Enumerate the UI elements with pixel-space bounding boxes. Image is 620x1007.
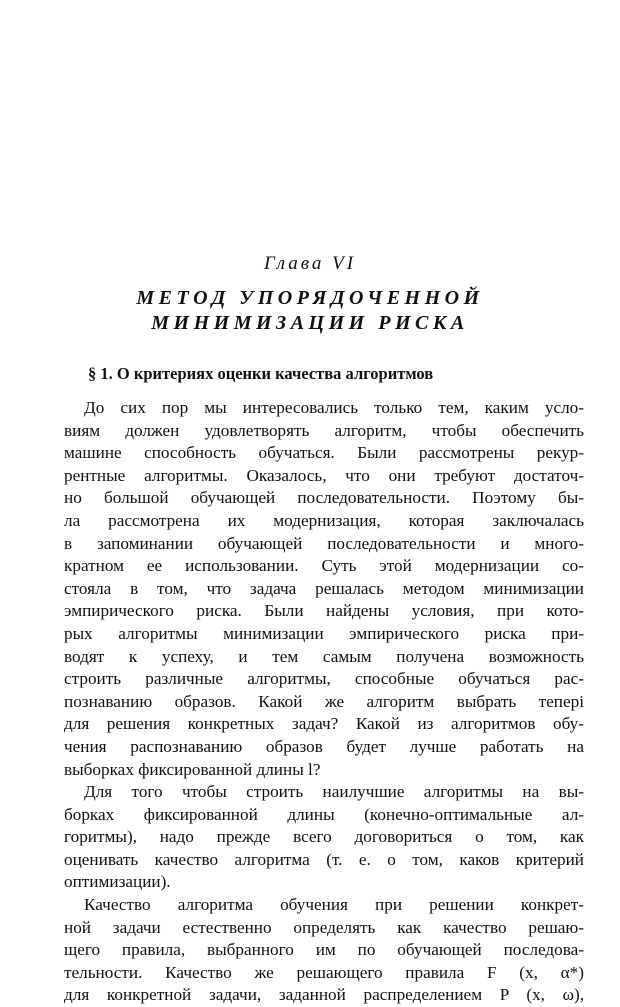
text-line: ла рассмотрена их модернизация, которая заключалась: [64, 510, 584, 530]
chapter-title-line: МИНИМИЗАЦИИ РИСКА: [151, 312, 469, 334]
text-line: тельности. Качество же решающего правила F (x, α*): [64, 962, 584, 982]
paragraph-3: [64, 894, 584, 1007]
text-line: рентные алгоритмы. Оказалось, что они требуют достаточ-: [64, 465, 584, 485]
text-line: для конкретной задачи, заданной распределением P (x, ω),: [64, 985, 584, 1005]
paragraph-1: [64, 397, 584, 781]
text-line: чения распознаванию образов будет лучше работать на: [64, 736, 584, 756]
text-line: Для того чтобы строить наилучшие алгоритмы на вы-: [84, 782, 584, 802]
chapter-title-line: МЕТОД УПОРЯДОЧЕННОЙ: [136, 287, 484, 309]
text-line: строить различные алгоритмы, способные обучаться рас-: [64, 669, 584, 689]
text-line: машине способность обучаться. Были рассмотрены рекур-: [64, 443, 584, 463]
paragraph-2: [64, 781, 584, 894]
text-line: но большой обучающей последовательности. Поэтому бы-: [64, 488, 584, 508]
text-line: водят к успеху, и тем самым получена возможность: [64, 646, 584, 666]
text-line: виям должен удовлетворять алгоритм, чтобы обеспечить: [64, 420, 584, 440]
text-line: кратном ее использовании. Суть этой модернизации со-: [64, 556, 584, 576]
text-line: стояла в том, что задача решалась методом минимизации: [64, 578, 584, 598]
text-line: борках фиксированной длины (конечно-оптимальные ал-: [64, 804, 584, 824]
text-line: для решения конкретных задач? Какой из алгоритмов обу-: [64, 714, 584, 734]
text-line: выборках фиксированной длины l?: [64, 759, 321, 779]
text-line: рых алгоритмы минимизации эмпирического риска при-: [64, 623, 584, 643]
text-line: горитмы), надо прежде всего договориться о том, как: [64, 827, 584, 847]
text-line: Качество алгоритма обучения при решении конкрет-: [84, 895, 584, 915]
body-text: [64, 397, 584, 1007]
text-line: в запоминании обучающей последовательности и много-: [64, 533, 584, 553]
chapter-label: Глава VI: [263, 253, 357, 274]
text-line: познаванию образов. Какой же алгоритм выбрать тепері: [64, 691, 584, 711]
chapter-title: [0, 286, 620, 336]
text-line: оптимизации).: [64, 872, 171, 892]
section-heading: § 1. О критериях оценки качества алгоритмов: [88, 364, 434, 383]
text-line: оценивать качество алгоритма (т. е. о том, каков критерий: [64, 849, 584, 869]
text-line: эмпирического риска. Были найдены условия, при кото-: [64, 601, 584, 621]
text-line: До сих пор мы интересовались только тем, каким усло-: [84, 398, 584, 417]
text-line: щего правила, выбранного им по обучающей последова-: [64, 940, 584, 960]
text-line: ной задачи естественно определять как качество решаю-: [64, 917, 584, 937]
